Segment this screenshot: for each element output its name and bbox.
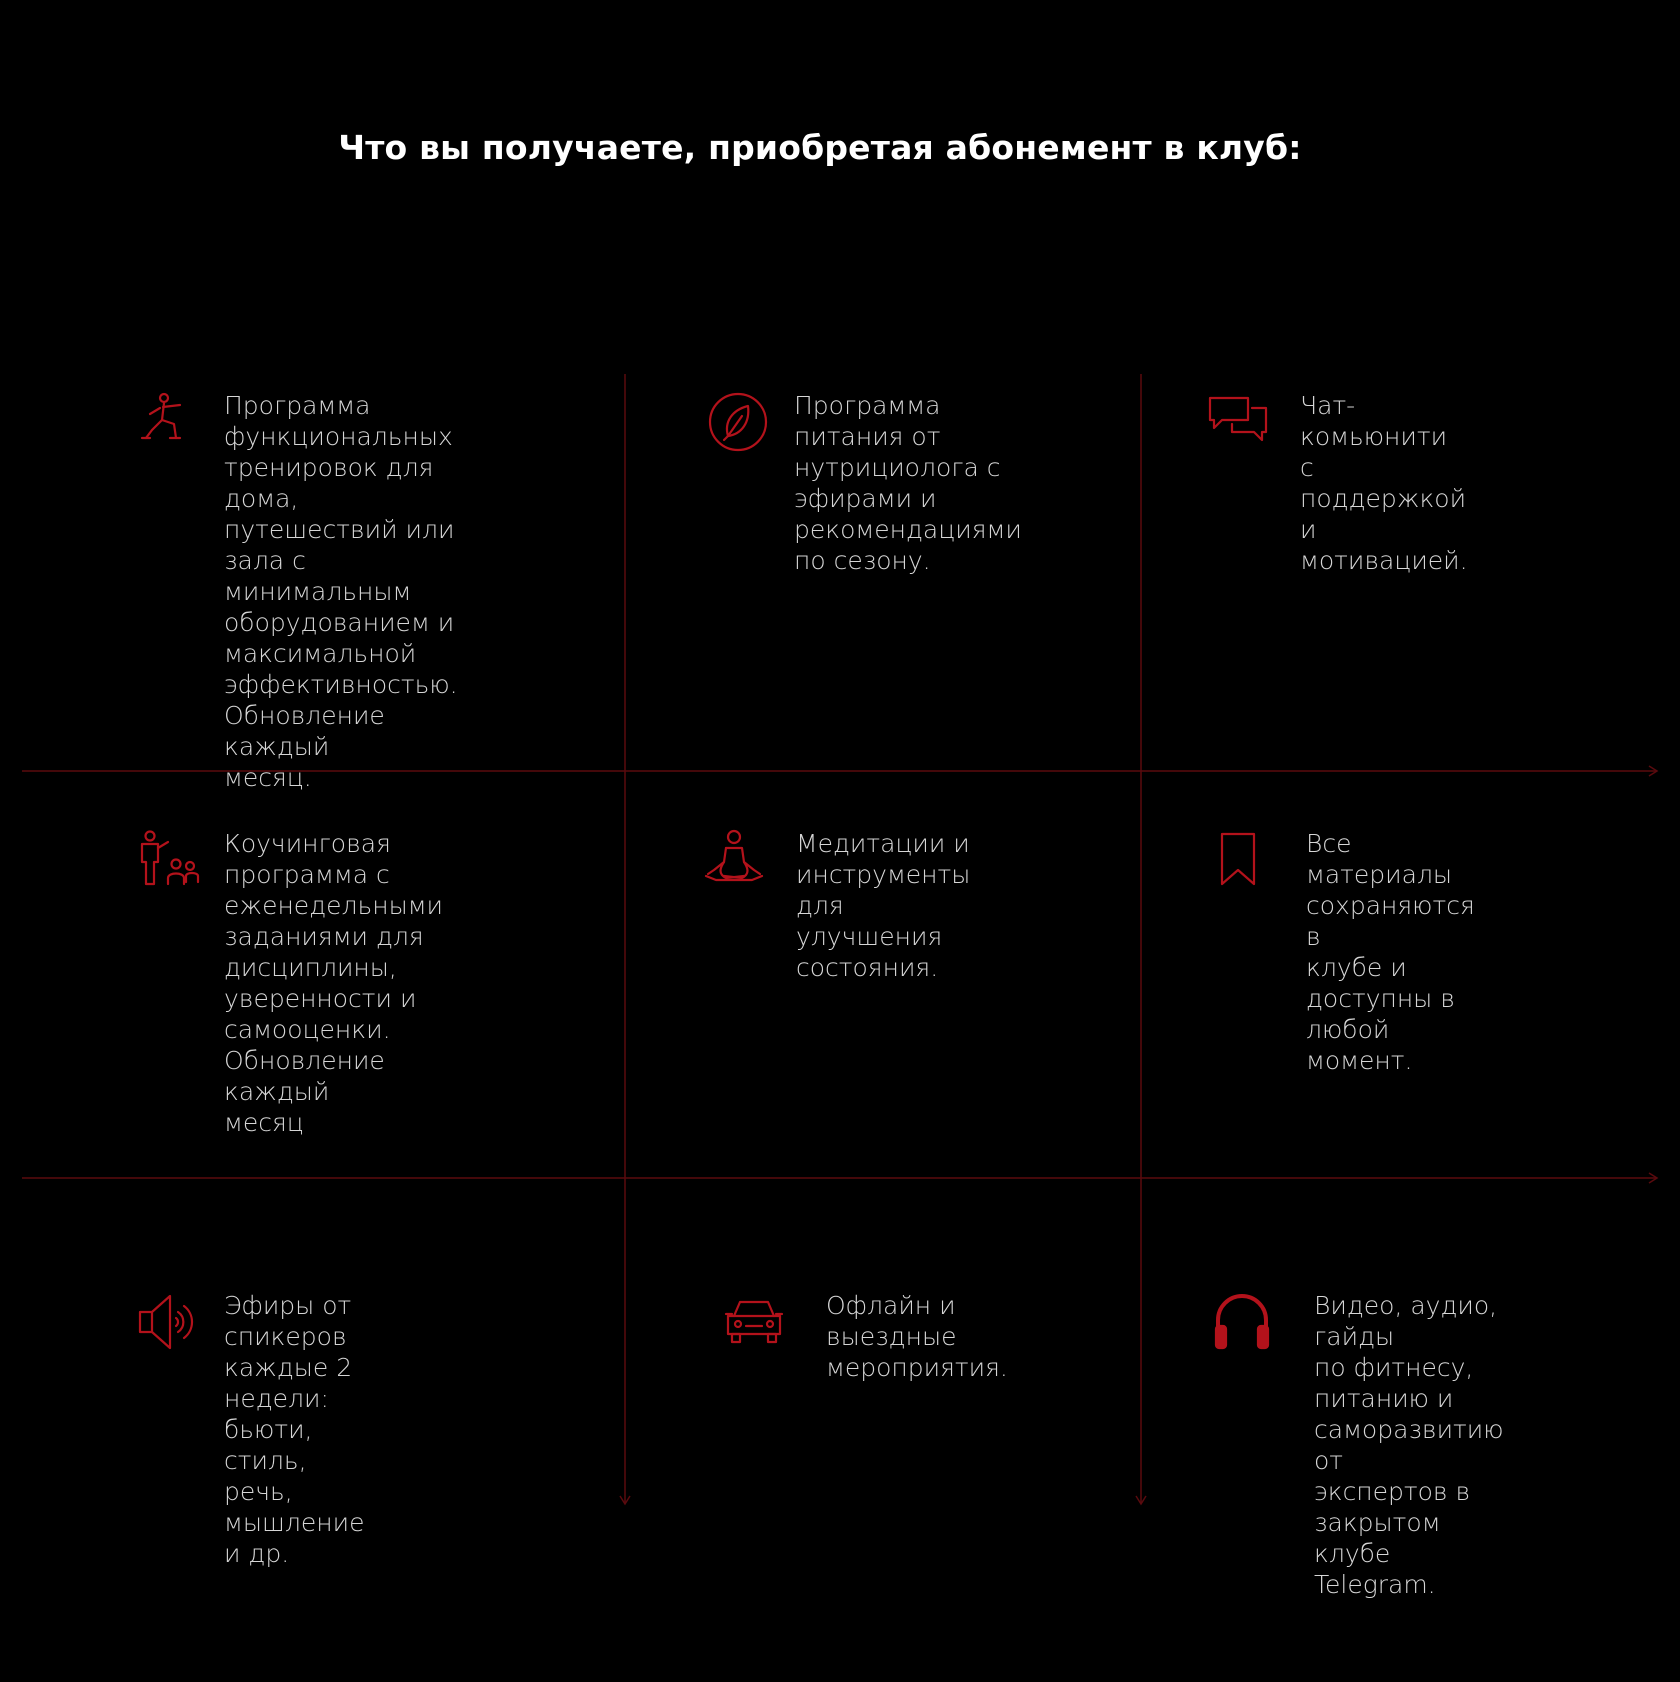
feature-text: Эфиры от спикеров каждые 2 недели: бьюти, стиль, речь, мышление и др. <box>224 1291 365 1568</box>
arrow-head-down-2 <box>1136 1496 1146 1504</box>
feature-text: Программа функциональных тренировок для дома, путешествий или зала с минимальным оборудованием и максимальной эффективностью. Обновление каждый месяц. <box>224 391 458 792</box>
feature-text: Все материалы сохраняются в клубе и доступны в любой момент. <box>1306 829 1475 1075</box>
feature-text: Медитации и инструменты для улучшения состояния. <box>796 829 971 982</box>
arrow-head-down-1 <box>620 1496 630 1504</box>
coach-group-icon <box>136 828 200 892</box>
feature-text: Офлайн и выездные мероприятия. <box>826 1291 1008 1382</box>
page-title: Что вы получаете, приобретая абонемент в клуб: <box>338 128 1302 167</box>
speaker-icon <box>136 1290 200 1354</box>
headphones-icon <box>1210 1290 1274 1354</box>
arrow-head-right-1 <box>1649 766 1657 776</box>
arrow-head-right-2 <box>1649 1173 1657 1183</box>
meditation-icon <box>702 828 766 892</box>
feature-text: Программа питания от нутрициолога с эфирами и рекомендациями по сезону. <box>794 391 1022 575</box>
leaf-circle-icon <box>706 390 770 454</box>
car-icon <box>722 1290 786 1354</box>
feature-text: Коучинговая программа с еженедельными заданиями для дисциплины, уверенности и самооценки. Обновление каждый месяц <box>224 829 444 1137</box>
feature-text: Чат-комьюнити с поддержкой и мотивацией. <box>1300 391 1468 575</box>
bookmark-icon <box>1208 828 1272 892</box>
feature-text: Видео, аудио, гайды по фитнесу, питанию и саморазвитию от экспертов в закрытом клубе Telegram. <box>1314 1291 1504 1599</box>
workout-lunge-icon <box>140 390 204 454</box>
chat-bubbles-icon <box>1206 390 1270 454</box>
